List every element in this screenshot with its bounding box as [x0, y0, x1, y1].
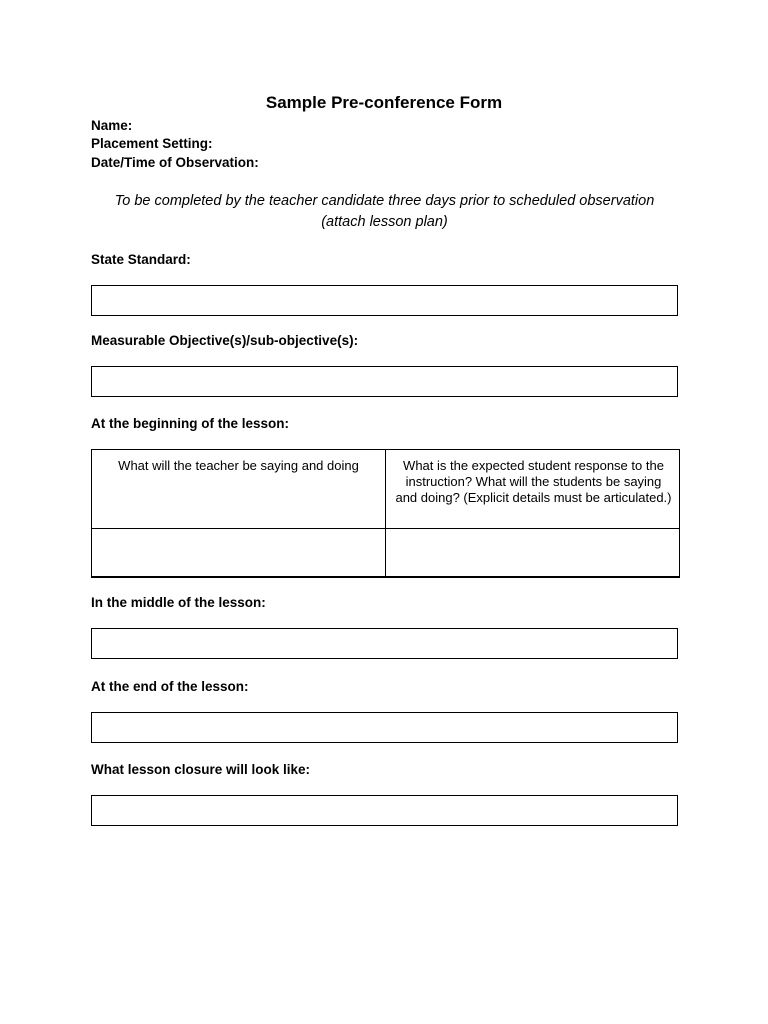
instructions [91, 191, 678, 233]
lesson-beginning-label: At the beginning of the lesson: [91, 416, 289, 431]
teacher-actions-header: What will the teacher be saying and doing [92, 450, 386, 529]
lesson-end-label: At the end of the lesson: [91, 679, 249, 694]
state-standard-field[interactable] [91, 285, 678, 316]
lesson-middle-label: In the middle of the lesson: [91, 595, 266, 610]
name-label: Name: [91, 118, 133, 133]
objectives-field[interactable] [91, 366, 678, 397]
student-response-cell[interactable] [386, 529, 680, 578]
objectives-label: Measurable Objective(s)/sub-objective(s): [91, 333, 359, 348]
teacher-actions-cell[interactable] [92, 529, 386, 578]
instructions-line-1: To be completed by the teacher candidate three days prior to scheduled observation [114, 193, 655, 209]
lesson-closure-label: What lesson closure will look like: [91, 762, 311, 777]
student-response-header: What is the expected student response to the instruction? What will the students be saying and doing? (Explicit details must be articulated.) [386, 450, 680, 529]
state-standard-label: State Standard: [91, 252, 191, 267]
observation-datetime-label: Date/Time of Observation: [91, 155, 259, 170]
lesson-closure-field[interactable] [91, 795, 678, 826]
lesson-end-field[interactable] [91, 712, 678, 743]
table-header-row [92, 450, 680, 529]
table-answer-row [92, 529, 680, 578]
placement-setting-label: Placement Setting: [91, 136, 213, 151]
lesson-middle-field[interactable] [91, 628, 678, 659]
instructions-line-2: (attach lesson plan) [321, 214, 448, 230]
page-title: Sample Pre-conference Form [265, 93, 503, 112]
lesson-beginning-table [91, 449, 680, 578]
